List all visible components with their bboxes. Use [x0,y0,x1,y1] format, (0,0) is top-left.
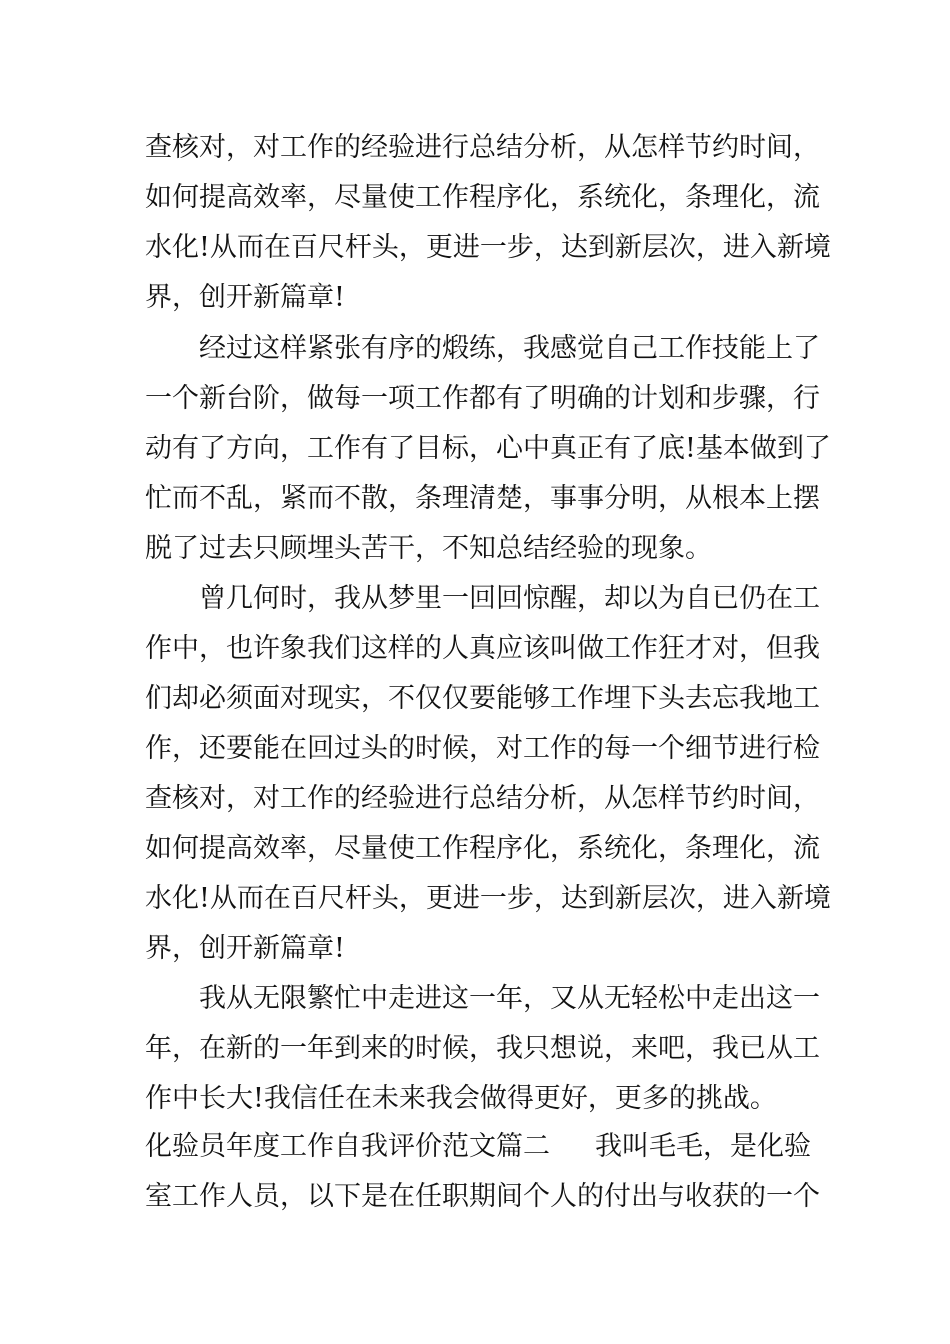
paragraph-line-start: 我叫毛毛，是化验 [595,1131,811,1162]
paragraph-line: 作中长大!我信任在未来我会做得更好，更多的挑战。 [145,1083,777,1114]
paragraph-line: 曾几何时，我从梦里一回回惊醒，却以为自已仍在工 [199,583,820,614]
paragraph-line: 动有了方向，工作有了目标，心中真正有了底!基本做到了 [145,433,831,464]
paragraph-line: 查核对，对工作的经验进行总结分析，从怎样节约时间， [145,132,820,163]
paragraph-line: 界，创开新篇章! [145,282,345,313]
paragraph-line: 脱了过去只顾埋头苦干，不知总结经验的现象。 [145,533,712,564]
paragraph-line: 界，创开新篇章! [145,933,345,964]
paragraph-line: 水化!从而在百尺杆头，更进一步，达到新层次，进入新境 [145,883,831,914]
paragraph-line: 一个新台阶，做每一项工作都有了明确的计划和步骤，行 [145,383,820,414]
paragraph-line: 水化!从而在百尺杆头，更进一步，达到新层次，进入新境 [145,232,831,263]
paragraph-line: 忙而不乱，紧而不散，条理清楚，事事分明，从根本上摆 [145,483,820,514]
section-heading-line [145,1130,811,1164]
section-title: 化验员年度工作自我评价范文篇二 [145,1131,550,1162]
paragraph-line: 如何提高效率，尽量使工作程序化，系统化，条理化，流 [145,182,820,213]
paragraph-line: 作中，也许象我们这样的人真应该叫做工作狂才对，但我 [145,633,820,664]
paragraph-line: 我从无限繁忙中走进这一年，又从无轻松中走出这一 [199,983,820,1014]
paragraph-line: 室工作人员，以下是在任职期间个人的付出与收获的一个 [145,1181,820,1212]
paragraph-line: 们却必须面对现实，不仅仅要能够工作埋下头去忘我地工 [145,683,820,714]
paragraph-line: 如何提高效率，尽量使工作程序化，系统化，条理化，流 [145,833,820,864]
paragraph-line: 作，还要能在回过头的时候，对工作的每一个细节进行检 [145,733,820,764]
paragraph-line: 查核对，对工作的经验进行总结分析，从怎样节约时间， [145,783,820,814]
paragraph-line: 经过这样紧张有序的煅练，我感觉自己工作技能上了 [199,333,820,364]
paragraph-line: 年，在新的一年到来的时候，我只想说，来吧，我已从工 [145,1033,820,1064]
